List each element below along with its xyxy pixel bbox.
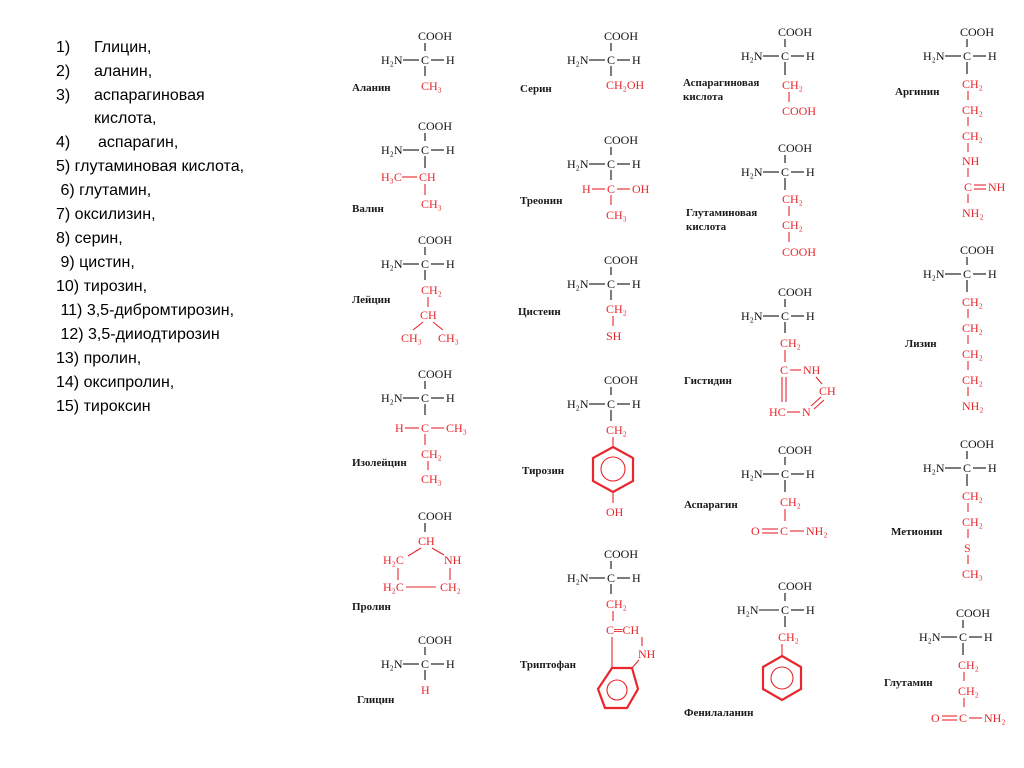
name-cysteine: Цистеин [518, 306, 561, 318]
h-text: H [806, 467, 815, 481]
name-asparagine: Аспарагин [684, 499, 738, 511]
name-serine: Серин [520, 83, 552, 95]
ch2-text: CH₂ [421, 447, 442, 461]
cooh-text: COOH [956, 606, 991, 620]
ch3-text: CH₃ [962, 567, 983, 581]
cooh-text: COOH [778, 285, 813, 299]
c-eq-text: C [964, 180, 973, 194]
oh-text: OH [632, 182, 650, 196]
nh-text: NH [444, 553, 462, 567]
h-text: H [806, 165, 815, 179]
tryptophan-benzene-ring [598, 668, 638, 708]
alpha-carbon-text: C [963, 461, 972, 475]
h2n-text: H₂N [381, 143, 403, 157]
name-aspartic-2: кислота [683, 91, 724, 103]
h2n-text: H₂N [381, 257, 403, 271]
tyrosine-benzene-ring [593, 447, 633, 492]
h-side-text: H [395, 421, 404, 435]
alpha-carbon-text: C [607, 397, 616, 411]
cooh-side-text: COOH [782, 245, 817, 259]
structure-arginine [895, 25, 1006, 220]
list-item-9: 9) цистин, [56, 254, 135, 271]
ch-ring-text: CH [819, 384, 836, 398]
cooh-text: COOH [960, 437, 995, 451]
h2n-text: H₂N [923, 267, 945, 281]
structure-leucine [352, 233, 459, 345]
h2c-bottom-text: H₂C [383, 580, 404, 594]
ch2oh-text: CH₂OH [606, 78, 645, 92]
structure-phenylalanine [684, 579, 815, 719]
alpha-carbon-text: C [421, 53, 430, 67]
cooh-text: COOH [604, 547, 639, 561]
name-phenylalanine: Фенилаланин [684, 707, 754, 719]
list-num-1: 1) [56, 39, 71, 56]
h2n-text: H₂N [741, 467, 763, 481]
h-side-text: H [582, 182, 591, 196]
nh2-text: NH₂ [962, 399, 984, 413]
h-text: H [446, 143, 455, 157]
h2n-text: H₂N [381, 391, 403, 405]
ch2-b-text: CH₂ [962, 321, 983, 335]
cooh-text: COOH [418, 367, 453, 381]
h2n-text: H₂N [737, 603, 759, 617]
structure-glutamic-acid [686, 141, 816, 259]
h-text: H [446, 257, 455, 271]
nh2-text: NH₂ [962, 206, 984, 220]
name-isoleucine: Изолейцин [352, 457, 407, 469]
alpha-carbon-text: C [607, 157, 616, 171]
ch3-text: CH₃ [421, 472, 442, 486]
h-text: H [446, 657, 455, 671]
name-alanine: Аланин [352, 82, 391, 94]
h3c-text: H₃C [381, 170, 402, 184]
o-text: O [751, 524, 760, 538]
ch2-b-text: CH₂ [958, 684, 979, 698]
cooh-text: COOH [418, 119, 453, 133]
cooh-text: COOH [778, 443, 813, 457]
structure-aspartic-acid [683, 25, 816, 118]
ch2-text: CH₂ [780, 495, 801, 509]
structure-proline [352, 509, 462, 613]
cooh-text: COOH [604, 29, 639, 43]
h2n-text: H₂N [567, 277, 589, 291]
h2n-text: H₂N [381, 53, 403, 67]
nh2-text: NH₂ [806, 524, 828, 538]
list-item-12: 12) 3,5-дииодтирозин [56, 326, 220, 343]
ch2-b-text: CH₂ [962, 103, 983, 117]
alpha-carbon-text: C [781, 467, 790, 481]
eq-nh-text: NH [988, 180, 1006, 194]
structure-glutamine [884, 606, 1006, 725]
name-leucine: Лейцин [352, 294, 391, 306]
ch3-side-text: CH₃ [446, 421, 467, 435]
list-item-3b: кислота, [94, 110, 157, 127]
cooh-text: COOH [418, 633, 453, 647]
alpha-carbon-text: C [781, 165, 790, 179]
list-num-4: 4) [56, 134, 71, 151]
oh-text: OH [606, 505, 624, 519]
sh-text: SH [606, 329, 622, 343]
c-eq-ch-text: C═CH [606, 623, 640, 637]
nh2-text: NH₂ [984, 711, 1006, 725]
cooh-text: COOH [778, 579, 813, 593]
cooh-text: COOH [418, 29, 453, 43]
h2n-text: H₂N [567, 53, 589, 67]
name-arginine: Аргинин [895, 86, 940, 98]
h-text: H [806, 603, 815, 617]
structure-tryptophan [520, 547, 656, 708]
name-aspartic-1: Аспарагиновая [683, 77, 760, 89]
ch-text: CH [420, 308, 437, 322]
structure-lysine [905, 243, 997, 413]
alpha-carbon-text: C [607, 53, 616, 67]
structure-valine [352, 119, 455, 215]
structure-serine [520, 29, 645, 95]
name-tyrosine: Тирозин [522, 465, 565, 477]
list-item-5: 5) глутаминовая кислота, [56, 158, 245, 175]
tyrosine-ring-circle [601, 457, 625, 481]
h-side-text: H [421, 683, 430, 697]
ch2-c-text: CH₂ [962, 129, 983, 143]
structure-asparagine [684, 443, 828, 538]
nh-text: NH [962, 154, 980, 168]
h2n-text: H₂N [923, 461, 945, 475]
ch3-text: CH₃ [606, 208, 627, 222]
h-text: H [988, 461, 997, 475]
ch2-text: CH₂ [780, 336, 801, 350]
alpha-carbon-text: C [607, 277, 616, 291]
n-ring-text: N [802, 405, 811, 419]
c-ring-text: C [780, 363, 789, 377]
o-text: O [931, 711, 940, 725]
list-item-7: 7) оксилизин, [56, 206, 156, 223]
h2c-top-text: H₂C [383, 553, 404, 567]
ch2-d-text: CH₂ [962, 373, 983, 387]
cooh-text: COOH [778, 25, 813, 39]
structure-methionine [891, 437, 997, 581]
h-text: H [632, 53, 641, 67]
c-amide-text: C [959, 711, 968, 725]
ch3-text: CH₃ [421, 79, 442, 93]
list-item-15: 15) тироксин [56, 398, 151, 415]
ch2-text: CH₂ [440, 580, 461, 594]
structure-threonine [520, 133, 650, 222]
name-histidine: Гистидин [684, 375, 732, 387]
list-item-8: 8) серин, [56, 230, 123, 247]
h2n-text: H₂N [919, 630, 941, 644]
list-item-10: 10) тирозин, [56, 278, 148, 295]
nh-ring-text: NH [803, 363, 821, 377]
alpha-carbon-text: C [781, 603, 790, 617]
name-glutamine: Глутамин [884, 677, 933, 689]
ch2-a-text: CH₂ [958, 658, 979, 672]
name-tryptophan: Триптофан [520, 659, 576, 671]
list-item-6: 6) глутамин, [56, 182, 152, 199]
ch2-b-text: CH₂ [782, 218, 803, 232]
h2n-text: H₂N [567, 397, 589, 411]
ch3-right-text: CH₃ [438, 331, 459, 345]
ch3-left-text: CH₃ [401, 331, 422, 345]
h2n-text: H₂N [567, 571, 589, 585]
phenylalanine-ring-circle [771, 667, 793, 689]
ch3-text: CH₃ [421, 197, 442, 211]
alpha-carbon-text: C [781, 49, 790, 63]
alpha-carbon-text: C [963, 49, 972, 63]
alpha-carbon-text: C [421, 391, 430, 405]
alpha-carbon-text: C [421, 657, 430, 671]
h-text: H [632, 157, 641, 171]
cooh-text: COOH [418, 233, 453, 247]
ch2-a-text: CH₂ [782, 192, 803, 206]
structure-cysteine [518, 253, 641, 343]
name-lysine: Лизин [905, 338, 937, 350]
list-item-1: Глицин, [94, 39, 152, 56]
list-item-2: аланин, [94, 63, 153, 80]
list-item-14: 14) оксипролин, [56, 374, 175, 391]
h2n-text: H₂N [741, 165, 763, 179]
alpha-carbon-text: C [421, 257, 430, 271]
name-glutamic-2: кислота [686, 221, 727, 233]
h-text: H [632, 277, 641, 291]
name-valine: Валин [352, 203, 384, 215]
structure-glycine [357, 633, 455, 706]
ch2-a-text: CH₂ [962, 295, 983, 309]
s-text: S [964, 541, 971, 555]
name-glutamic-1: Глутаминовая [686, 207, 758, 219]
ch2-a-text: CH₂ [962, 489, 983, 503]
h2n-text: H₂N [741, 309, 763, 323]
h-text: H [446, 391, 455, 405]
ch2-text: CH₂ [778, 630, 799, 644]
h-text: H [632, 571, 641, 585]
hc-ring-text: HC [769, 405, 786, 419]
alpha-carbon-text: C [963, 267, 972, 281]
h-text: H [988, 267, 997, 281]
h-text: H [806, 309, 815, 323]
name-glycine: Глицин [357, 694, 395, 706]
list-num-3: 3) [56, 87, 71, 104]
ch2-text: CH₂ [606, 302, 627, 316]
h-text: H [446, 53, 455, 67]
h2n-text: H₂N [381, 657, 403, 671]
h-text: H [988, 49, 997, 63]
structure-isoleucine [352, 367, 467, 486]
cooh-text: COOH [604, 253, 639, 267]
cooh-text: COOH [604, 373, 639, 387]
h-text: H [806, 49, 815, 63]
alpha-carbon-text: C [959, 630, 968, 644]
list-item-4: аспарагин, [98, 134, 179, 151]
nh-text: NH [638, 647, 656, 661]
ch2-text: CH₂ [421, 283, 442, 297]
list-num-2: 2) [56, 63, 71, 80]
ch-text: CH [418, 534, 435, 548]
amino-acid-list [56, 39, 244, 415]
ch2-b-text: CH₂ [962, 515, 983, 529]
h2n-text: H₂N [567, 157, 589, 171]
cooh-text: COOH [418, 509, 453, 523]
name-threonine: Треонин [520, 195, 563, 207]
name-methionine: Метионин [891, 526, 943, 538]
c-side-text: C [607, 182, 616, 196]
ch2-text: CH₂ [606, 597, 627, 611]
c-amide-text: C [780, 524, 789, 538]
ch2-text: CH₂ [606, 423, 627, 437]
name-proline: Пролин [352, 601, 391, 613]
c-side-text: C [421, 421, 430, 435]
structure-histidine [684, 285, 836, 419]
h2n-text: H₂N [923, 49, 945, 63]
cooh-text: COOH [604, 133, 639, 147]
ch-text: CH [419, 170, 436, 184]
list-item-13: 13) пролин, [56, 350, 142, 367]
phenylalanine-benzene-ring [763, 656, 801, 700]
tryptophan-ring-circle [607, 680, 627, 700]
cooh-text: COOH [960, 243, 995, 257]
list-item-3: аспарагиновая [94, 87, 205, 104]
h2n-text: H₂N [741, 49, 763, 63]
alpha-carbon-text: C [781, 309, 790, 323]
h-text: H [984, 630, 993, 644]
cooh-text: COOH [960, 25, 995, 39]
list-item-11: 11) 3,5-дибромтирозин, [56, 302, 235, 319]
alpha-carbon-text: C [607, 571, 616, 585]
ch2-a-text: CH₂ [962, 77, 983, 91]
ch2-c-text: CH₂ [962, 347, 983, 361]
alpha-carbon-text: C [421, 143, 430, 157]
cooh-side-text: COOH [782, 104, 817, 118]
ch2-text: CH₂ [782, 78, 803, 92]
h-text: H [632, 397, 641, 411]
structure-tyrosine [522, 373, 641, 519]
cooh-text: COOH [778, 141, 813, 155]
structure-alanine [352, 29, 455, 94]
